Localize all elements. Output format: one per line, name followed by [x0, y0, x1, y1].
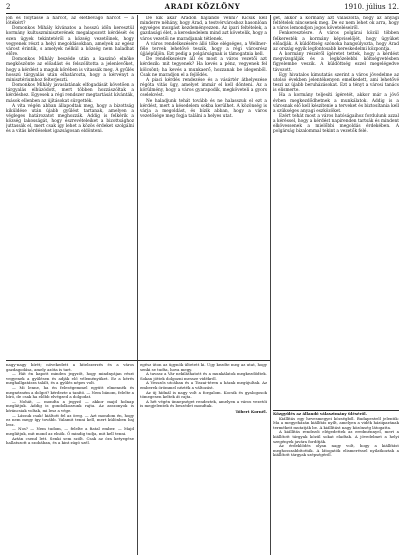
- paragraph: Ne haladjunk tehát tovább és ne halasszuk el ezt a kérdést, mert a késedelem sokba kerülhet. A közönség is várja a megoldást, és bízik abban, hogy a város vezetősége meg fogja találni a helyes utat.: [140, 98, 267, 119]
- header-rule: [6, 13, 399, 14]
- paragraph: Egy hivatalos kimutatás szerint a város jövedelme az utolsó években jelentékenyen emelkedett, ami lehetővé teszi az újabb beruházásokat. Ezt a tényt a városi tanács is elismerte.: [273, 72, 399, 94]
- paragraph: Az érdeklődés olyan nagy volt, hogy a kiállítást meghosszabbították. A látogatók elismeréssel nyilatkoztak a kiállított tárgyak szépségéről.: [273, 443, 399, 458]
- paragraph: — Hát én kapott minden jegyzőt, hogy mindnyájan részt vegyenek a gyűlésen és adják elő véleményüket. Ez a kérés meghallgatásra talált, és a gyűlés népes volt.: [6, 371, 134, 386]
- paragraph: Domonkos Mihály beszéde után a kaszinó elnöke megköszönte az előadást és felszólította a jelenlevőket, hogy a kérdést a maguk körében is vitassák meg. A gyűlés hosszú tárgyalás után elhatározta, hogy a kérvényt a minisztériumhoz felterjeszti.: [6, 57, 134, 83]
- paragraph: Ezért tehát most a város hatóságaihoz fordulunk azzal a kéréssel, hogy a kérdést napirenden tartsák és mindent elkövessenek a mielőbbi megoldás érdekében. A polgárság bizalommal tekint a vezetők felé.: [273, 113, 399, 135]
- paragraph: jon és folytasse a harcot, az életbevágó harcot — a lótékért?: [6, 16, 134, 27]
- paragraph: — Nos? — Nem tudom, — felelte a fiatal ember. — Majd meglátjuk, mit mond az elnök. Ő mindig tudja, mit kell tenni.: [6, 426, 134, 436]
- story-column-1: [6, 363, 134, 555]
- issue-date: 1910. július 12.: [344, 3, 399, 11]
- story-column-2: [140, 363, 267, 555]
- paragraph: — Lássuk csak! kiáltott fel az öreg. — Azt mondom én, hogy ez nem megy így tovább. Valamit tenni kell, mert különben baj lesz.: [6, 412, 134, 427]
- paragraph: Az új hídnál is nagy volt a forgalom. Kocsik és gyalogosok tömegesen keltek át rajta.: [140, 389, 267, 400]
- paragraph: nagy-nagy hírét; növekedett a hitelszerzés és a város gazdagodása, amely azóta is tart.: [6, 363, 134, 372]
- column-divider-2: [270, 15, 271, 555]
- paragraph: Domonkos Mihály javaslatának elfogadását követően a tárgyalás elhúzódott, mert többen hozzászóltak a kérdéshez. Egyesek a régi rendszer megtartását kívánták, mások ellenben az újításokat sürgették.: [6, 83, 134, 104]
- paragraph: Ha a kormány teljesíti ígéretét, akkor már a jövő évben megkezdődhetnek a munkálatok. Addig is a városnak elő kell készítenie a terveket és biztosítania kell a szükséges anyagi eszközöket.: [273, 93, 399, 114]
- paragraph: A vita végén abban állapodtak meg, hogy a bizottság kiküldése után újabb gyűlést tartanak, amelyen a végleges határozatot meghozzák. Addig is felkérik a község lakosságát, hogy észrevételeiket a bizottsághoz juttassák el, mert csak így lehet a közös érdeket szolgálni és a vitás kérdéseket igazságosan eldönteni.: [6, 103, 134, 135]
- paragraph: A piaci kérdés rendezése és a vásártér áthelyezése régóta vitás ügy, amelyet immár el kell dönteni. Az a körülmény, hogy a város gyarapodik, megköveteli a gyors cselekvést.: [140, 77, 267, 99]
- author-signature: Tóbert Kornél.: [235, 408, 267, 414]
- paragraph: gét, akkor a kormány azt válaszolta, hogy az anyagi feltételek nincsenek meg. De ez nem lehet ok arra, hogy a város lemondjon jogos követeléseiről.: [273, 16, 399, 32]
- paragraph: A Vesszős utcában és a Tiszai-téren a házak megújultak. Az emberek örömmel nézték a változást.: [140, 380, 267, 390]
- paragraph: — Mi lenne, ha én feleségemmel együtt elmennék és megnézném a dolgot? kérdezte a tanító. — Nem bánom, felelte a bíró, de csak ha előbb elvégzed a dolgodat.: [6, 384, 134, 400]
- paragraph: — Nohát, — mondta a jegyző — akkor majd holnap meglátjuk. Addig is gondolkozzunk rajta. Az asszonyok is kíváncsiak voltak, mi lesz a vége.: [6, 398, 134, 413]
- news-heading: Közgyűlés az állandó választmány üléséről.: [273, 412, 367, 416]
- article-column-3: [273, 16, 399, 408]
- page-number: 2: [6, 3, 11, 11]
- paragraph: Domonkos Mihály kívánatos a hosszú időn keresztül kormány kultuszminiszterének megalapozott kérdését és ezen ügyek tekintetéről a község vezetőinek, hogy vegyenek részt a helyi megoldásokban, amelyek az egész várost érintik, s amelyek nélkül a község nem haladhat előre.: [6, 26, 134, 58]
- news-column-3: [273, 412, 399, 555]
- paragraph: egész úton az ügynök ültetett ki. Úgy kezdte meg az utat, hogy senki se tudta, hova megy.: [140, 363, 267, 372]
- article-column-2: [140, 16, 267, 358]
- paragraph: De kik akar Aradon hajlandó venni? Kicsik kell minderre néhány, hogy Arad, a testvérvároshoz hasonlóan egységes mozgást kezdeményezzen. Az ipari feltételek, a gazdasági élet, a kereskedelem mind azt követelik, hogy a város vezetői ne maradjanak tétlenek.: [140, 16, 267, 42]
- article-column-1: [6, 16, 134, 358]
- paragraph: A tavasz a Vár nekiláthatott és a munkálatok megkezdődtek. Sokan jöttek dolgozni messze vidékről.: [140, 371, 267, 381]
- section-divider: [6, 360, 270, 361]
- paragraph: Aztán csend lett. Senki sem szólt. Csak az óra ketyegése hallatszott a szobában, és a kint zúgó szél.: [6, 435, 134, 446]
- paragraph: A város rendelkezésére álló tőke elégséges, a Wellner-féle tervek lehetővé teszik, hogy a régi városrész újjáépüljön. Ezt pedig a polgárságnak is támogatnia kell.: [140, 41, 267, 58]
- paragraph: Kiállítás egy hevesmegyei községből. Budapestről jelentik: Ma a megyeházán kiállítás nyílt, amelyen a vidék háziiparának termékeit mutatják be. A kiállítást nagy közönség látogatta.: [273, 415, 399, 430]
- paragraph: De rendelkezésre áll és most a város vezetői azt kérdezik: mit tegyenek? Ha kevés a pénz, vegyenek fel kölcsönt; ha kevés a munkaerő, hozzanak be idegenből. Csak ne maradjon el a fejlődés.: [140, 57, 267, 78]
- newspaper-title: ARADI KÖZLÖNY: [164, 2, 241, 11]
- paragraph: A kiállítás rendezői elégedettek az eredménnyel, mert a kiállított tárgyak közül sokat eladtak. A jövedelmet a helyi szegények javára fordítják.: [273, 429, 399, 444]
- column-3-divider: [273, 410, 399, 411]
- paragraph: Fenkeresztésre. A város polgárai közül többen felkeresték a kormány képviselőjét, hogy ügyüket előadják. A küldöttség szónoka hangsúlyozta, hogy Arad az ország egyik legfontosabb kereskedelmi központja.: [273, 31, 399, 52]
- page-header: [6, 2, 399, 12]
- paragraph: A hét végén ünnepséget rendeztek, amelyen a város vezetői is megjelentek és beszédet mondtak.: [140, 398, 267, 409]
- paragraph: A kormány részéről ígéretet tettek, hogy a kérdést megvizsgálják és a legközelebbi költségvetésben figyelembe veszik. A küldöttség ezzel megelégedve távozott.: [273, 52, 399, 73]
- column-divider-1: [137, 15, 138, 555]
